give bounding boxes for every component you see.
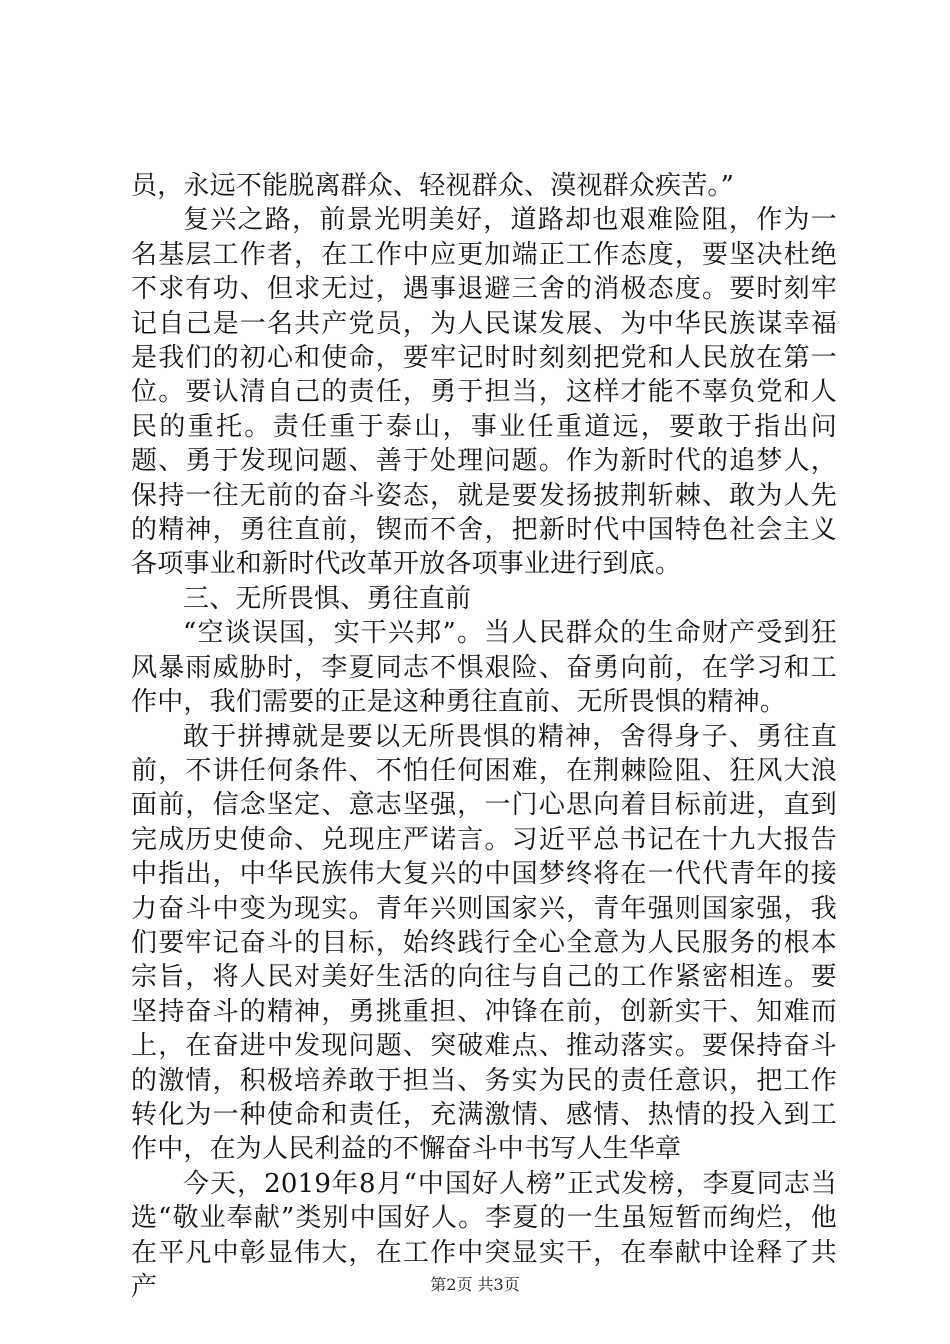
paragraph-dare-to-strive: 敢于拼搏就是要以无所畏惧的精神，舍得身子、勇往直前，不讲任何条件、不怕任何困难，在荆棘险阻、狂风大浪面前，信念坚定、意志坚强，一门心思向着目标前进，直到完成历史使命、兑现庄严诺言。习近平总书记在十九大报告中指出，中华民族伟大复兴的中国梦终将在一代代青年的接力奋斗中变为现实。青年兴则国家兴，青年强则国家强，我们要牢记奋斗的目标，始终践行全心全意为人民服务的根本宗旨，将人民对美好生活的向往与自己的工作紧密相连。要坚持奋斗的精神，勇挑重担、冲锋在前，创新实干、知难而上，在奋进中发现问题、突破难点、推动落实。要保持奋斗的激情，积极培养敢于担当、务实为民的责任意识，把工作转化为一种使命和责任，充满激情、感情、热情的投入到工作中，在为人民利益的不懈奋斗中书写人生华章: [131, 721, 837, 1165]
paragraph-revival-road: 复兴之路，前景光明美好，道路却也艰难险阻，作为一名基层工作者，在工作中应更加端正工作态度，要坚决杜绝不求有功、但求无过，遇事退避三舍的消极态度。要时刻牢记自己是一名共产党员，为人民谋发展、为中华民族谋幸福是我们的初心和使命，要牢记时时刻刻把党和人民放在第一位。要认清自己的责任，勇于担当，这样才能不辜负党和人民的重托。责任重于泰山，事业任重道远，要敢于指出问题、勇于发现问题、善于处理问题。作为新时代的追梦人，保持一往无前的奋斗姿态，就是要发扬披荆斩棘、敢为人先的精神，勇往直前，锲而不舍，把新时代中国特色社会主义各项事业和新时代改革开放各项事业进行到底。: [131, 205, 837, 580]
paragraph-continuation: 员，永远不能脱离群众、轻视群众、漠视群众疾苦。”: [131, 171, 735, 201]
paragraph-empty-talk: “空谈误国，实干兴邦”。当人民群众的生命财产受到狂风暴雨威胁时，李夏同志不惧艰险、奋勇向前，在学习和工作中，我们需要的正是这种勇往直前、无所畏惧的精神。: [131, 618, 837, 718]
document-body: [131, 169, 837, 1304]
section-heading-fearless: 三、无所畏惧、勇往直前: [183, 583, 472, 614]
paragraph-good-people-list: 今天，2019年8月“中国好人榜”正式发榜，李夏同志当选“敬业奉献”类别中国好人。李夏的一生虽短暂而绚烂，他在平凡中彰显伟大，在工作中突显实干，在奉献中诠释了共产: [131, 1168, 837, 1302]
page-footer: 第2页 共3页: [430, 1275, 520, 1294]
